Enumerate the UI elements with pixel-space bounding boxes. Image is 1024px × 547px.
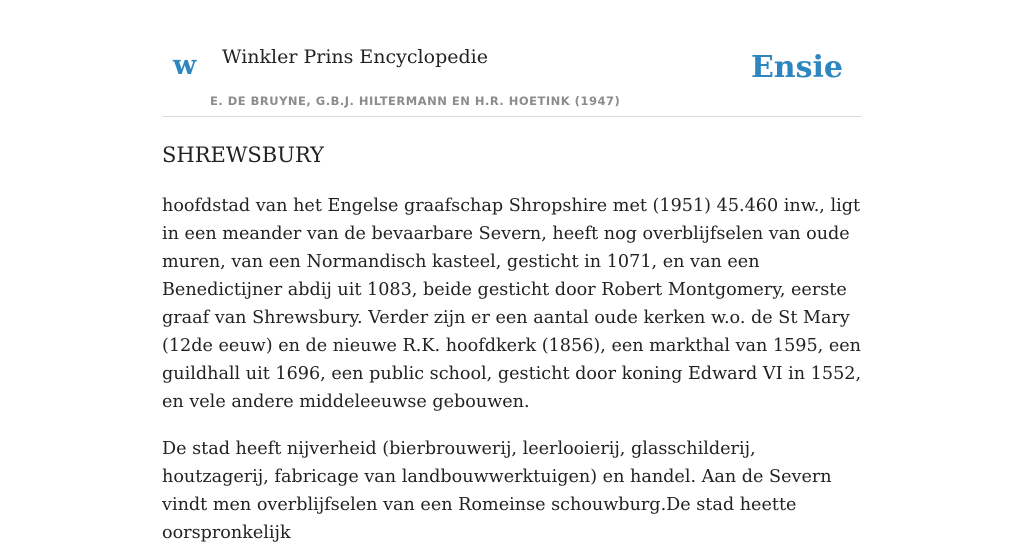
- ensie-logo-link[interactable]: Ensie: [750, 50, 843, 85]
- article: [162, 140, 862, 547]
- article-paragraph: De stad heeft nijverheid (bierbrouwerij, leerlooierij, glasschilderij, houtzagerij, fabricage van landbouwwerktuigen) en handel. Aan de Severn vindt men overblijfselen van een Romeinse schouwburg.De stad heette oorspronkelijk: [162, 439, 832, 543]
- article-paragraph: hoofdstad van het Engelse graafschap Shropshire met (1951) 45.460 inw., ligt in een meander van de bevaarbare Severn, heeft nog overblijfselen van oude muren, van een Normandisch kasteel, gesticht in 1071, en van een Benedictijner abdij uit 1083, beide gesticht door Robert Montgomery, eerste graaf van Shrewsbury. Verder zijn er een aantal oude kerken w.o. de St Mary (12de eeuw) en de nieuwe R.K. hoofdkerk (1856), een markthal van 1595, een guildhall uit 1696, een public school, gesticht door koning Edward VI in 1552, en vele andere middeleeuwse gebouwen.: [162, 196, 862, 412]
- article-title: SHREWSBURY: [162, 143, 324, 167]
- book-title: Winkler Prins Encyclopedie: [222, 46, 488, 68]
- book-authors: E. DE BRUYNE, G.B.J. HILTERMANN EN H.R. HOETINK (1947): [210, 94, 621, 108]
- logo-w-icon: w: [173, 50, 197, 81]
- site-header: [162, 40, 862, 117]
